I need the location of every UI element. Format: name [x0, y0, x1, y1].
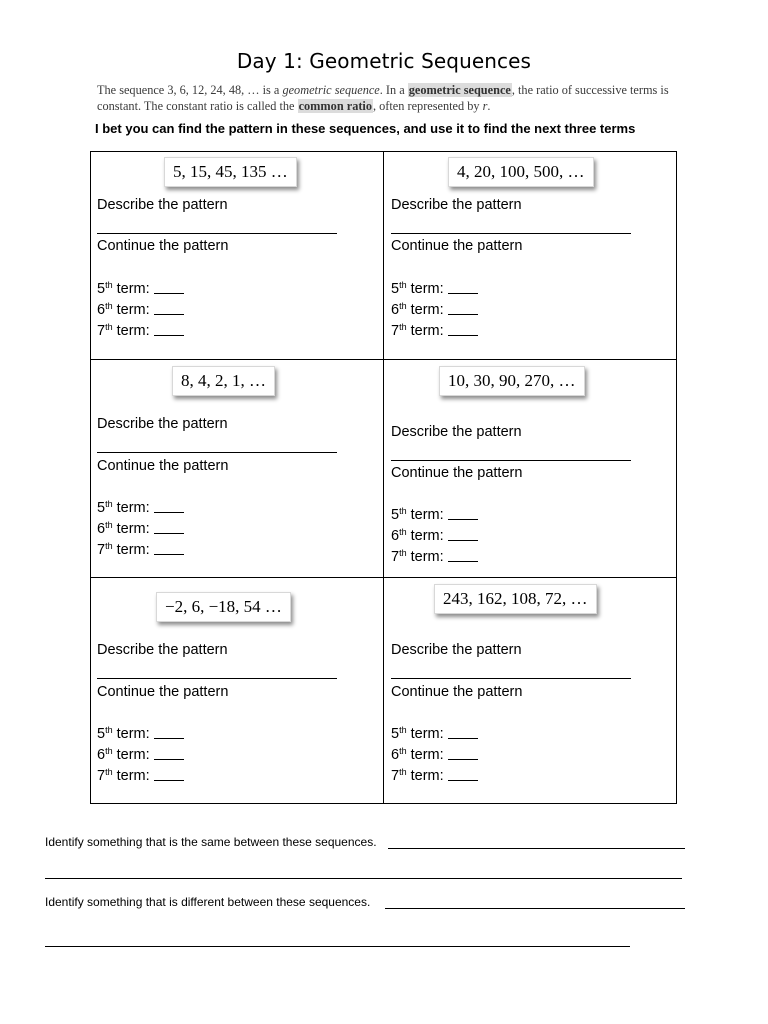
describe-label: Describe the pattern	[391, 424, 522, 440]
term-7-blank[interactable]	[154, 769, 184, 781]
sequence-box: −2, 6, −18, 54 …	[156, 592, 291, 622]
term-6-blank[interactable]	[154, 522, 184, 534]
term-6-blank[interactable]	[448, 529, 478, 541]
term-6: 6th term:	[97, 519, 184, 540]
term-6: 6th term:	[391, 300, 478, 321]
term-7-blank[interactable]	[154, 324, 184, 336]
answer-line-same-2[interactable]	[45, 878, 682, 879]
sequence-cell-6	[384, 578, 677, 795]
term-5: 5th term:	[97, 279, 184, 300]
term-7: 7th term:	[391, 547, 478, 568]
term-6-blank[interactable]	[448, 748, 478, 760]
term-5: 5th term:	[391, 505, 478, 526]
term-5: 5th term:	[391, 724, 478, 745]
term-6-blank[interactable]	[154, 303, 184, 315]
describe-label: Describe the pattern	[391, 642, 522, 658]
continue-label: Continue the pattern	[97, 458, 229, 474]
term-5: 5th term:	[97, 724, 184, 745]
answer-line-different-2[interactable]	[45, 946, 630, 947]
answer-line-different-1[interactable]	[385, 908, 685, 909]
describe-answer-line[interactable]	[391, 460, 631, 461]
term-6: 6th term:	[97, 300, 184, 321]
describe-label: Describe the pattern	[97, 642, 228, 658]
continue-label: Continue the pattern	[97, 684, 229, 700]
sequence-box: 4, 20, 100, 500, …	[448, 157, 594, 187]
term-7-blank[interactable]	[154, 543, 184, 555]
term-7-blank[interactable]	[448, 769, 478, 781]
describe-answer-line[interactable]	[97, 678, 337, 679]
term-7-blank[interactable]	[448, 550, 478, 562]
sequence-cell-1	[90, 151, 383, 368]
sequence-box: 243, 162, 108, 72, …	[434, 584, 597, 614]
intro-paragraph: The sequence 3, 6, 12, 24, 48, … is a geometric sequence. In a geometric sequence, the ratio of successive terms is constant. The constant ratio is called the common ratio, often represented by r.	[97, 83, 669, 113]
term-6: 6th term:	[97, 745, 184, 766]
sequence-cell-4	[384, 360, 677, 577]
term-5-blank[interactable]	[154, 727, 184, 739]
describe-label: Describe the pattern	[97, 416, 228, 432]
term-5-blank[interactable]	[154, 501, 184, 513]
geometric-sequence-highlight: geometric sequence	[408, 83, 511, 97]
term-5-blank[interactable]	[154, 282, 184, 294]
sequence-box: 5, 15, 45, 135 …	[164, 157, 297, 187]
term-5-blank[interactable]	[448, 282, 478, 294]
question-same: Identify something that is the same between these sequences.	[45, 835, 377, 849]
continue-label: Continue the pattern	[391, 684, 523, 700]
describe-answer-line[interactable]	[97, 233, 337, 234]
term-5: 5th term:	[97, 498, 184, 519]
sequence-box: 8, 4, 2, 1, …	[172, 366, 275, 396]
term-7: 7th term:	[97, 540, 184, 561]
sequence-box: 10, 30, 90, 270, …	[439, 366, 585, 396]
term-7: 7th term:	[97, 321, 184, 342]
term-6-blank[interactable]	[448, 303, 478, 315]
term-7: 7th term:	[97, 766, 184, 787]
page-title: Day 1: Geometric Sequences	[236, 49, 532, 73]
term-7: 7th term:	[391, 766, 478, 787]
term-5-blank[interactable]	[448, 727, 478, 739]
continue-label: Continue the pattern	[97, 238, 229, 254]
describe-label: Describe the pattern	[391, 197, 522, 213]
instructions: I bet you can find the pattern in these sequences, and use it to find the next three terms	[95, 121, 636, 136]
describe-answer-line[interactable]	[97, 452, 337, 453]
continue-label: Continue the pattern	[391, 465, 523, 481]
sequence-cell-2	[384, 151, 677, 368]
question-different: Identify something that is different between these sequences.	[45, 895, 371, 909]
term-6: 6th term:	[391, 526, 478, 547]
sequence-cell-3	[90, 360, 383, 577]
term-6: 6th term:	[391, 745, 478, 766]
describe-answer-line[interactable]	[391, 233, 631, 234]
sequence-cell-5	[90, 578, 383, 795]
term-5-blank[interactable]	[448, 508, 478, 520]
describe-answer-line[interactable]	[391, 678, 631, 679]
term-7: 7th term:	[391, 321, 478, 342]
geometric-sequence-term: geometric sequence	[282, 83, 380, 97]
term-5: 5th term:	[391, 279, 478, 300]
term-7-blank[interactable]	[448, 324, 478, 336]
answer-line-same-1[interactable]	[388, 848, 685, 849]
common-ratio-highlight: common ratio	[298, 99, 372, 113]
term-6-blank[interactable]	[154, 748, 184, 760]
describe-label: Describe the pattern	[97, 197, 228, 213]
continue-label: Continue the pattern	[391, 238, 523, 254]
